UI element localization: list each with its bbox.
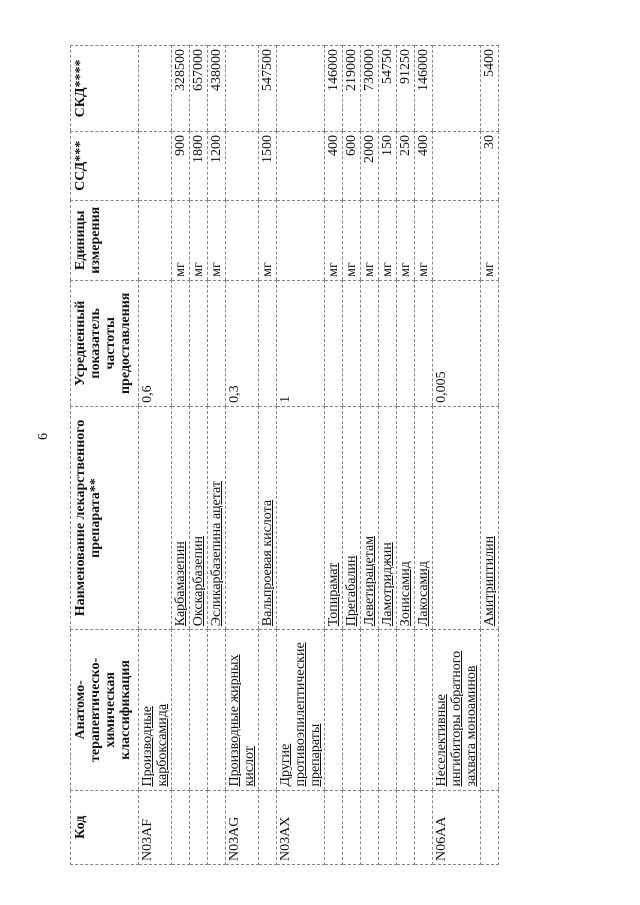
cell-unit: мг	[208, 200, 226, 280]
cell-drug-name: Зонисамид	[397, 406, 415, 629]
cell-frequency	[325, 280, 343, 406]
cell-code: N03AG	[226, 790, 259, 864]
cell-frequency	[343, 280, 361, 406]
cell-atc-classification	[325, 630, 343, 790]
table-row	[172, 46, 190, 865]
cell-atc-classification	[361, 630, 379, 790]
header-ssd: ССД***	[71, 131, 139, 200]
cell-atc-classification	[481, 630, 499, 790]
cell-frequency: 1	[277, 280, 325, 406]
table-row	[415, 46, 433, 865]
rotated-table-wrapper	[70, 45, 615, 865]
drug-table	[70, 45, 499, 865]
table-row	[190, 46, 208, 865]
cell-unit: мг	[172, 200, 190, 280]
cell-ssd: 400	[325, 131, 343, 200]
cell-drug-name: Окскарбазепин	[190, 406, 208, 629]
cell-atc-classification	[190, 630, 208, 790]
cell-skd: 730000	[361, 46, 379, 132]
cell-ssd: 2000	[361, 131, 379, 200]
table-row	[397, 46, 415, 865]
cell-code	[361, 790, 379, 864]
table-row	[208, 46, 226, 865]
cell-frequency	[415, 280, 433, 406]
cell-ssd: 30	[481, 131, 499, 200]
page-number: 6	[36, 433, 51, 440]
cell-skd: 438000	[208, 46, 226, 132]
cell-skd	[226, 46, 259, 132]
table-row	[361, 46, 379, 865]
cell-skd	[277, 46, 325, 132]
table-row	[433, 46, 481, 865]
cell-code: N03AX	[277, 790, 325, 864]
cell-code	[325, 790, 343, 864]
cell-frequency	[259, 280, 277, 406]
cell-drug-name	[139, 406, 172, 629]
cell-unit	[226, 200, 259, 280]
cell-atc-classification: Неселективные ингибиторы обратного захвата моноаминов	[433, 630, 481, 790]
cell-skd: 657000	[190, 46, 208, 132]
cell-drug-name: Лакосамид	[415, 406, 433, 629]
header-skd: СКД****	[71, 46, 139, 132]
header-drug-name: Наименование лекарственного препарата**	[71, 406, 139, 629]
table-row	[259, 46, 277, 865]
cell-frequency	[481, 280, 499, 406]
cell-drug-name	[277, 406, 325, 629]
cell-skd: 54750	[379, 46, 397, 132]
cell-drug-name: Ламотриджин	[379, 406, 397, 629]
cell-unit: мг	[325, 200, 343, 280]
cell-unit: мг	[415, 200, 433, 280]
cell-drug-name	[433, 406, 481, 629]
cell-ssd: 1200	[208, 131, 226, 200]
cell-ssd: 900	[172, 131, 190, 200]
table-row	[379, 46, 397, 865]
cell-ssd: 1500	[259, 131, 277, 200]
cell-skd: 146000	[415, 46, 433, 132]
cell-ssd: 400	[415, 131, 433, 200]
cell-unit: мг	[379, 200, 397, 280]
cell-unit: мг	[361, 200, 379, 280]
table-row	[226, 46, 259, 865]
table-row	[325, 46, 343, 865]
table-row	[139, 46, 172, 865]
cell-unit	[139, 200, 172, 280]
table-body	[139, 46, 499, 865]
table-row	[277, 46, 325, 865]
cell-frequency: 0,6	[139, 280, 172, 406]
cell-drug-name: Эсликарбазепина ацетат	[208, 406, 226, 629]
cell-code	[415, 790, 433, 864]
cell-atc-classification	[415, 630, 433, 790]
cell-skd: 547500	[259, 46, 277, 132]
cell-skd: 219000	[343, 46, 361, 132]
cell-ssd: 250	[397, 131, 415, 200]
header-atc-classification: Анатомо-терапевтическо-химическая классификация	[71, 630, 139, 790]
cell-unit	[433, 200, 481, 280]
cell-skd: 146000	[325, 46, 343, 132]
header-unit: Единицы измерения	[71, 200, 139, 280]
table-row	[343, 46, 361, 865]
cell-code	[379, 790, 397, 864]
cell-code	[190, 790, 208, 864]
cell-atc-classification	[172, 630, 190, 790]
cell-skd: 5400	[481, 46, 499, 132]
cell-code	[481, 790, 499, 864]
cell-code	[208, 790, 226, 864]
cell-drug-name: Прегабалин	[343, 406, 361, 629]
cell-unit: мг	[397, 200, 415, 280]
cell-frequency	[379, 280, 397, 406]
cell-drug-name: Вальпроевая кислота	[259, 406, 277, 629]
cell-unit: мг	[190, 200, 208, 280]
cell-atc-classification	[343, 630, 361, 790]
cell-skd	[433, 46, 481, 132]
cell-drug-name: Топирамат	[325, 406, 343, 629]
cell-frequency: 0,005	[433, 280, 481, 406]
header-frequency: Усредненный показатель частоты предоставления	[71, 280, 139, 406]
cell-frequency	[397, 280, 415, 406]
cell-drug-name: Леветирацетам	[361, 406, 379, 629]
cell-frequency: 0,3	[226, 280, 259, 406]
table-header-row	[71, 46, 139, 865]
cell-unit: мг	[481, 200, 499, 280]
cell-frequency	[208, 280, 226, 406]
cell-drug-name: Амитриптилин	[481, 406, 499, 629]
cell-atc-classification: Другие противоэпилептические препараты	[277, 630, 325, 790]
cell-code	[259, 790, 277, 864]
cell-ssd	[226, 131, 259, 200]
cell-code: N06AA	[433, 790, 481, 864]
cell-unit: мг	[259, 200, 277, 280]
cell-ssd: 150	[379, 131, 397, 200]
header-code: Код	[71, 790, 139, 864]
cell-code	[397, 790, 415, 864]
cell-atc-classification	[397, 630, 415, 790]
cell-unit	[277, 200, 325, 280]
cell-ssd	[277, 131, 325, 200]
cell-skd: 91250	[397, 46, 415, 132]
cell-atc-classification	[208, 630, 226, 790]
cell-drug-name: Карбамазепин	[172, 406, 190, 629]
cell-unit: мг	[343, 200, 361, 280]
cell-code: N03AF	[139, 790, 172, 864]
cell-ssd: 1800	[190, 131, 208, 200]
cell-code	[343, 790, 361, 864]
table-row	[481, 46, 499, 865]
cell-ssd: 600	[343, 131, 361, 200]
cell-skd	[139, 46, 172, 132]
cell-atc-classification: Производные карбоксамида	[139, 630, 172, 790]
cell-atc-classification	[379, 630, 397, 790]
cell-ssd	[139, 131, 172, 200]
cell-frequency	[361, 280, 379, 406]
cell-frequency	[172, 280, 190, 406]
cell-skd: 328500	[172, 46, 190, 132]
cell-atc-classification: Производные жирных кислот	[226, 630, 259, 790]
cell-code	[172, 790, 190, 864]
cell-atc-classification	[259, 630, 277, 790]
cell-frequency	[190, 280, 208, 406]
cell-drug-name	[226, 406, 259, 629]
cell-ssd	[433, 131, 481, 200]
